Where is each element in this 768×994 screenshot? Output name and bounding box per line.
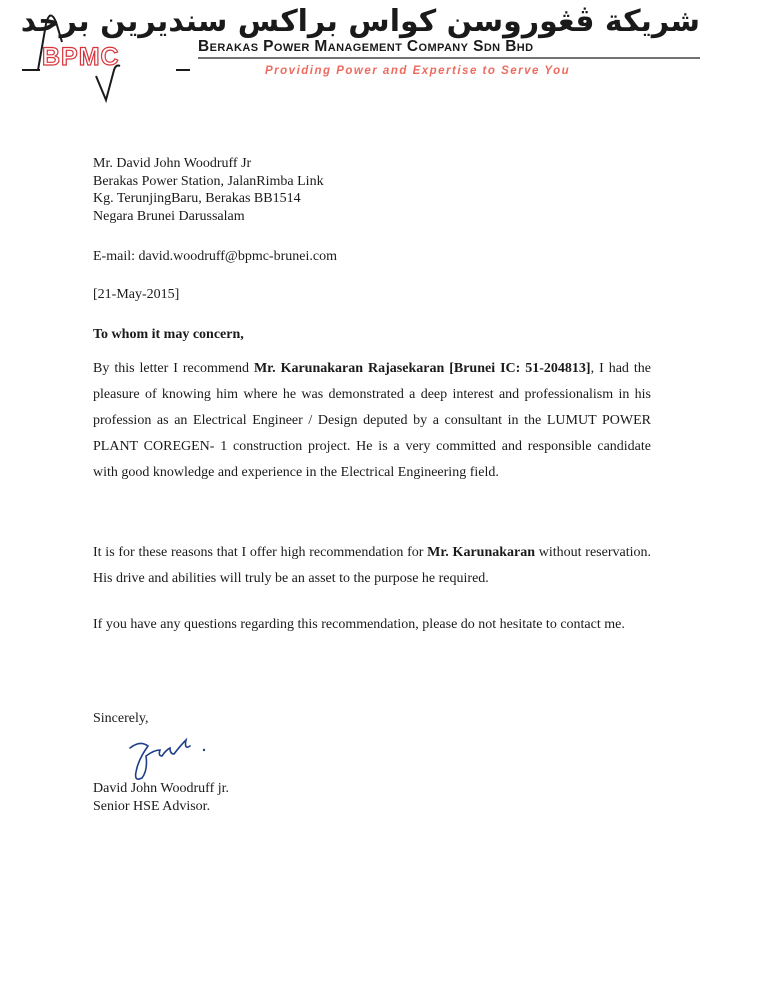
salutation: To whom it may concern, — [93, 327, 244, 342]
recipient-line-3: Kg. TerunjingBaru, Berakas BB1514 — [93, 191, 301, 206]
recipient-line-2: Berakas Power Station, JalanRimba Link — [93, 173, 324, 189]
paragraph-2-rest: without reservation. His drive and abilities will truly be an asset to the purpose he required. — [93, 545, 651, 586]
company-name: Berakas Power Management Company Sdn Bhd — [198, 38, 534, 55]
paragraph-1-rest: , I had the pleasure of knowing him where he was demonstrated a deep interest and professionalism in his profession as an Electrical Engineer / Design deputed by a consultant in the LUMUT POWER PLANT COREGEN- 1 construction project. He is a very committed and responsible candidate with good knowledge and experience in the Electrical Engineering field. — [93, 361, 651, 480]
signer-title: Senior HSE Advisor. — [93, 798, 211, 814]
paragraph-3: If you have any questions regarding this recommendation, please do not hesitate to contact me. — [93, 617, 625, 632]
signature-block — [93, 780, 229, 815]
recipient-name: Mr. David John Woodruff Jr — [93, 156, 252, 171]
closing: Sincerely, — [93, 711, 149, 726]
paragraph-1-lead: By this letter I recommend — [93, 361, 254, 376]
logo-text: BPMC — [42, 43, 120, 71]
candidate-name: Mr. Karunakaran Rajasekaran [Brunei IC: 51-204813] — [253, 361, 591, 376]
paragraph-2-lead: It is for these reasons that I offer high recommendation for — [93, 545, 428, 560]
recipient-address — [93, 155, 324, 225]
letter-date: [21-May-2015] — [93, 287, 180, 302]
email-line: E-mail: david.woodruff@bpmc-brunei.com — [93, 249, 337, 264]
recipient-line-4: Negara Brunei Darussalam — [93, 208, 245, 224]
company-name-jawi: شريكة ڤڠوروسن كواس براكس سنديرين برحد — [20, 4, 700, 39]
signer-name: David John Woodruff jr. — [93, 781, 230, 796]
paragraph-1 — [93, 356, 651, 486]
company-tagline: Providing Power and Expertise to Serve You — [265, 65, 571, 77]
handwritten-signature — [112, 726, 222, 786]
candidate-short-name: Mr. Karunakaran — [427, 545, 536, 560]
paragraph-2 — [93, 540, 651, 592]
